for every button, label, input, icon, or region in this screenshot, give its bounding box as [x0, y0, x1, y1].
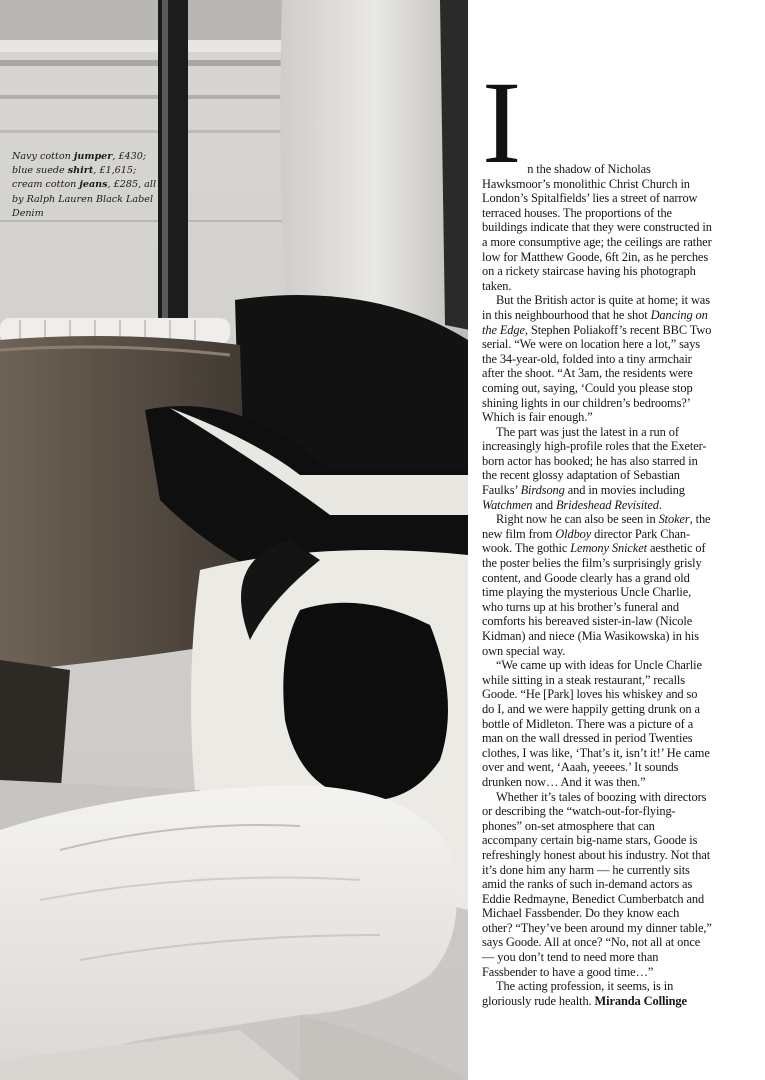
paragraph-text: n the shadow of Nicholas Hawksmoor’s monolithic Christ Church in London’s Spitalfields’ lies a street of narrow terraced houses. The proportions of the buildings indicate that they were constructed in a more consumptive age; the ceilings are rather low for Matthew Goode, 6ft 2in, as he perches on a rickety staircase having his photograph taken. [482, 162, 712, 293]
caption-item-shirt: shirt [67, 165, 94, 177]
title-italic: Dancing on the Edge [482, 307, 708, 337]
title-italic: Watchmen [482, 497, 533, 512]
photo-caption [12, 150, 157, 221]
article-paragraph: Whether it’s tales of boozing with directors or describing the “watch-out-for-flying-phones” on-set atmosphere that can accompany certain big-name stars, Goode is refreshingly honest about his industry. Not that it’s done him any harm — he currently sits amid the ranks of such in-demand actors as Eddie Redmayne, Benedict Cumberbatch and Michael Fassbender. Do they know each other? “They’ve been around my dinner table,” says Goode. All at once? “No, not all at once — you don’t tend to need more than Fassbender to have a good time…” [482, 789, 712, 979]
title-italic: Lemony Snicket [570, 541, 647, 556]
caption-text: , £285, all by Ralph Lauren Black Label Denim [12, 179, 157, 219]
article-paragraph: But the British actor is quite at home; it was in this neighbourhood that he shot Dancing on the Edge, Stephen Poliakoff’s recent BBC Two serial. “We were on location here a lot,” says the 34-year-old, folded into a tiny armchair after the shoot. “At 3am, the residents were coming out, saying, ‘Could you please stop shining lights in our children’s bedrooms?’ Which is fair enough.” [482, 293, 712, 425]
caption-item-jeans: jeans [79, 179, 108, 191]
caption-text: , £430; blue suede [12, 151, 147, 177]
drop-cap: I [482, 57, 522, 188]
article-column [482, 57, 712, 1008]
title-italic: Birdsong [520, 483, 565, 498]
caption-text: , £1,615; cream cotton [12, 165, 137, 191]
title-italic: Brideshead Revisited [555, 497, 659, 512]
article-paragraph: “We came up with ideas for Uncle Charlie while sitting in a steak restaurant,” recalls Goode. “He [Park] loves his whiskey and so do I, and we were happily getting drunk on a bottle of Midleton. There was a picture of a man on the wall dressed in period Twenties clothes, I was like, ‘That’s it, isn’t it!’ He came over and went, ‘Aaah, yeeees.’ It sounds drunken now… And it was then.” [482, 658, 710, 789]
caption-text: Navy cotton [12, 151, 74, 162]
article-paragraph: The acting profession, it seems, is in gloriously rude health. Miranda Collinge [482, 979, 687, 1008]
author-byline: Miranda Collinge [594, 993, 687, 1008]
article-paragraph: The part was just the latest in a run of increasingly high-profile roles that the Exeter-born actor has booked; he has also starred in the recent glossy adaptation of Sebastian Faulks’ Birdsong and in movies including Watchmen and Brideshead Revisited. [482, 424, 707, 512]
caption-item-jumper: jumper [73, 151, 113, 162]
title-italic: Oldboy [555, 526, 592, 541]
title-italic: Stoker [658, 512, 690, 527]
article-paragraph: Right now he can also be seen in Stoker, the new film from Oldboy director Park Chan-wook. The gothic Lemony Snicket aesthetic of the poster belies the film’s surprisingly grisly content, and Goode clearly has a grand old time playing the mysterious Uncle Charlie, who turns up at his brother’s funeral and comforts his bereaved sister-in-law (Nicole Kidman) and niece (Mia Wasikowska) in his own special way. [482, 512, 711, 658]
